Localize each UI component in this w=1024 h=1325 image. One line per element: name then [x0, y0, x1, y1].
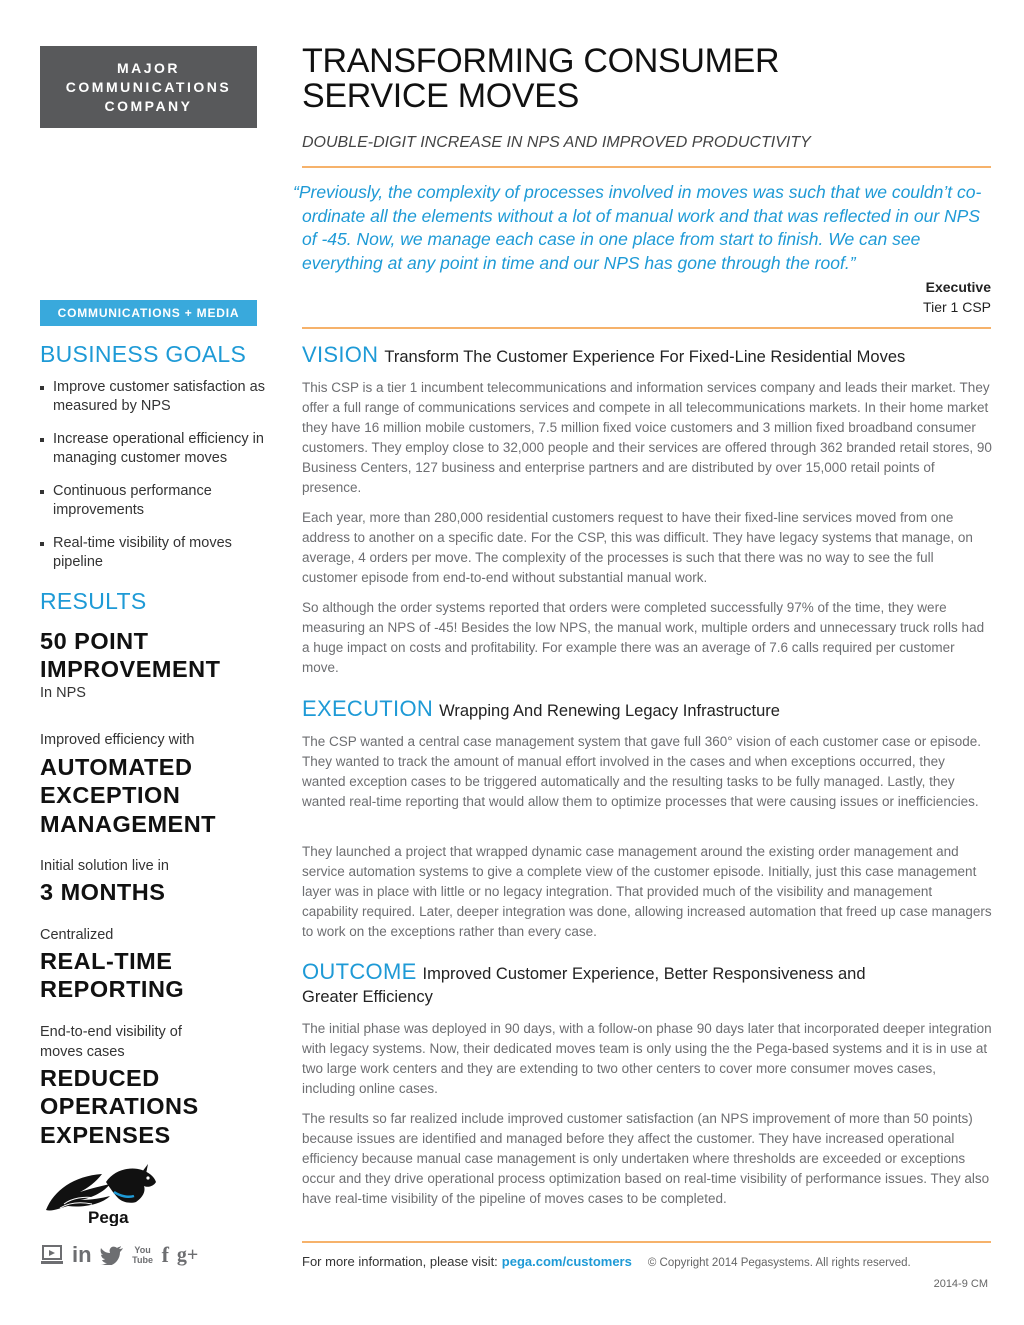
result-5-line-1: REDUCED — [40, 1065, 160, 1091]
outcome-paragraph: The initial phase was deployed in 90 days, with a follow-on phase 90 days later that incorporated deeper integration with legacy systems. Now, their dedicated moves team is only using the the Pega-based systems and it is in use at two large work centers and they are extending to two other centers to cover more consumer moves cases, including online cases. — [302, 1021, 992, 1096]
quote-author-role: Executive — [925, 279, 991, 295]
page-subtitle: DOUBLE-DIGIT INCREASE IN NPS AND IMPROVED PRODUCTIVITY — [302, 134, 811, 151]
result-2-line-1: AUTOMATED — [40, 754, 193, 780]
result-2-line-3: MANAGEMENT — [40, 811, 217, 837]
footer — [302, 1254, 911, 1269]
quote-author-org: Tier 1 CSP — [923, 299, 991, 315]
result-1-line-1: 50 POINT — [40, 628, 149, 654]
result-5-caption-1: End-to-end visibility of — [40, 1024, 182, 1040]
company-line-1: MAJOR — [116, 59, 181, 76]
result-5-caption-2: moves cases — [40, 1044, 125, 1060]
result-3-caption: Initial solution live in — [40, 858, 169, 874]
outcome-paragraph: The results so far realized include improved customer satisfaction (an NPS improvement of more than 50 points) because issues are identified and managed before they affect the customer. They have increased operational efficiency because manual case management is only undertaken where thresholds are exceeded or exceptions occur and they drive operational process optimization based on real-time visibility of performance issues. They also have real-time visibility of the pipeline of moves cases to be completed. — [302, 1111, 990, 1206]
result-4-line-2: REPORTING — [40, 976, 185, 1002]
customers-link[interactable]: pega.com/customers — [501, 1254, 632, 1269]
goal-item: Continuous performance improvements — [40, 482, 270, 520]
goal-item: Increase operational efficiency in managing customer moves — [40, 430, 270, 468]
industry-badge: COMMUNICATIONS + MEDIA — [40, 300, 257, 326]
share-icon[interactable] — [40, 1244, 64, 1266]
result-5-line-3: EXPENSES — [40, 1122, 171, 1148]
vision-paragraph: Each year, more than 280,000 residential customers request to have their fixed-line services moved from one address to another on a specific date. For the CSP, this was difficult. They have legacy systems that manage, on average, 4 orders per move. The complexity of the processes is such that there was no way to see the full customer episode from end-to-end without substantial manual work. — [302, 510, 973, 585]
outcome-keyword: OUTCOME — [302, 959, 417, 984]
pega-logo — [44, 1162, 162, 1226]
company-label-box — [40, 46, 257, 128]
linkedin-icon[interactable]: in — [72, 1242, 92, 1267]
vision-paragraph: So although the order systems reported that orders were completed successfully 97% of the time, they were measuring an NPS of -45! Besides the low NPS, the manual work, multiple orders and unnecessary truck rolls had a huge impact on costs and profitability. For example there was an average of 7.6 calls required per customer move. — [302, 600, 985, 675]
vision-heading — [302, 343, 992, 369]
vision-title: Transform The Customer Experience For Fixed-Line Residential Moves — [384, 348, 906, 366]
vision-keyword: VISION — [302, 342, 379, 367]
company-line-3: COMPANY — [104, 97, 193, 114]
document-number: 2014-9 CM — [933, 1278, 988, 1290]
result-5-line-2: OPERATIONS — [40, 1093, 199, 1119]
page-title — [302, 44, 779, 114]
vision-paragraph: This CSP is a tier 1 incumbent telecommunications and information services company and leads their market. They offer a full range of communications services and compete in all telecommunications markets. In their home market they have 16 million mobile customers, 7.5 million fixed voice customers and 3 million fixed broadband consumer customers. They employ close to 32,000 people and their services are offered through 362 branded retail stores, 90 Business Centers, 127 business and enterprise partners and are distributed by over 15,000 retail points of presence. — [302, 380, 992, 495]
goal-item: Real-time visibility of moves pipeline — [40, 534, 270, 572]
business-goals-heading: BUSINESS GOALS — [40, 341, 247, 367]
page-title-line-2: SERVICE MOVES — [302, 77, 579, 115]
youtube-icon[interactable]: You Tube — [132, 1245, 153, 1265]
goal-item: Improve customer satisfaction as measured by NPS — [40, 378, 270, 416]
results-heading: RESULTS — [40, 588, 147, 614]
customer-quote: “Previously, the complexity of processes involved in moves was such that we couldn’t co-ordinate all the elements without a lot of manual work and that was reflected in our NPS of -45. Now, we manage each case in one place from start to finish. We can see everything at any point in time and our NPS has gone through the roof.” — [293, 182, 982, 273]
footer-lead: For more information, please visit: — [302, 1254, 498, 1269]
outcome-heading — [302, 960, 902, 1009]
execution-title: Wrapping And Renewing Legacy Infrastructure — [439, 702, 780, 720]
copyright-text: © Copyright 2014 Pegasystems. All rights reserved. — [647, 1257, 911, 1269]
execution-paragraph: The CSP wanted a central case management system that gave full 360° vision of each customer case or episode. They wanted to track the amount of manual effort involved in the cases and when exceptions occurred, they wanted exception cases to be triggered automatically and the resulting tasks to be fully managed. Lastly, they wanted real-time reporting that would allow them to optimize processes that were causing issues or inefficiencies. — [302, 734, 982, 809]
result-4-caption: Centralized — [40, 927, 114, 943]
result-1-caption: In NPS — [40, 685, 86, 701]
outcome-title: Improved Customer Experience, Better Responsiveness and Greater Efficiency — [302, 965, 866, 1006]
quote-divider — [302, 327, 991, 329]
result-3-line-1: 3 MONTHS — [40, 879, 166, 905]
facebook-icon[interactable]: f — [161, 1242, 169, 1267]
execution-paragraph: They launched a project that wrapped dynamic case management around the existing order management and service automation systems to give a complete view of the customer episode. Initially, just this case management layer was in place with little or no legacy integration. That provided much of the visibility and management capability required. Later, deeper integration was done, allowing increased automation that freed up case managers to work on the exceptions rather than every case. — [302, 844, 992, 939]
google-plus-icon[interactable]: g+ — [176, 1244, 199, 1266]
execution-keyword: EXECUTION — [302, 696, 434, 721]
result-2-caption: Improved efficiency with — [40, 732, 195, 748]
result-4-line-1: REAL-TIME — [40, 948, 173, 974]
execution-heading — [302, 697, 992, 723]
pega-logo-text: Pega — [88, 1208, 129, 1226]
page-title-line-1: TRANSFORMING CONSUMER — [302, 42, 780, 80]
result-2-line-2: EXCEPTION — [40, 782, 181, 808]
result-1-line-2: IMPROVEMENT — [40, 656, 221, 682]
business-goals-list — [40, 378, 270, 586]
header-divider — [302, 166, 991, 168]
twitter-icon[interactable] — [100, 1245, 124, 1265]
company-line-2: COMMUNICATIONS — [65, 78, 232, 95]
footer-divider — [302, 1241, 991, 1243]
social-links — [40, 1244, 198, 1266]
